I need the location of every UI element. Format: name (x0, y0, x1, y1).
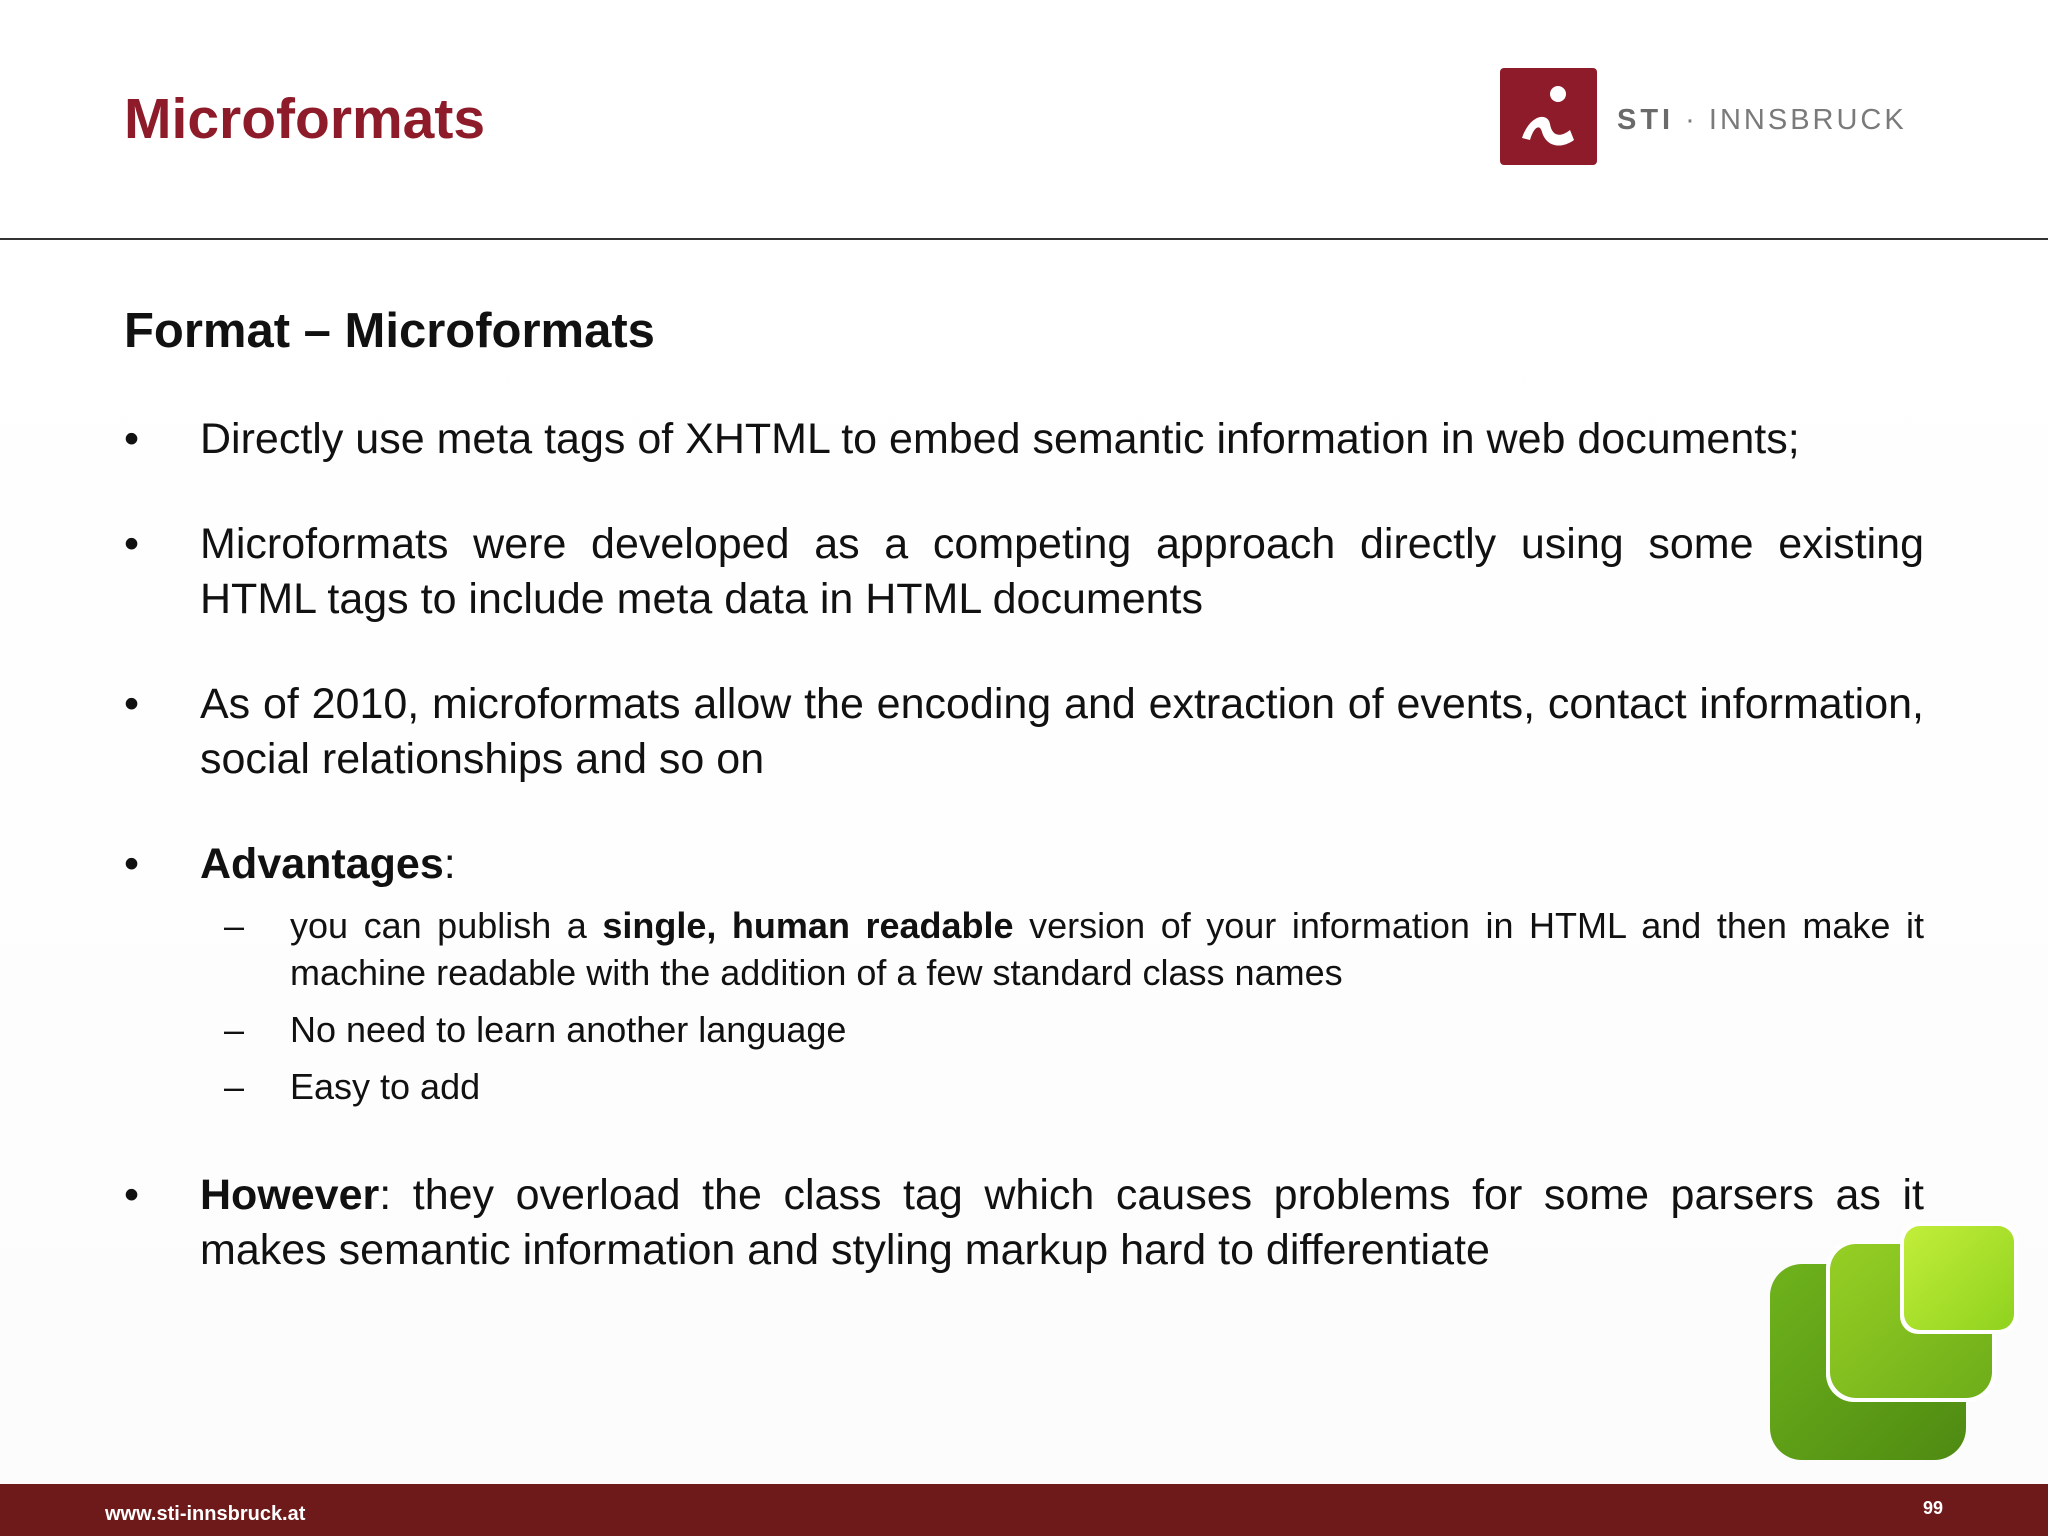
bullet-marker: • (124, 1171, 140, 1219)
advantages-label: Advantages (200, 840, 444, 888)
slide-title: Microformats (124, 87, 486, 151)
sub-bullet-item (124, 902, 1924, 996)
bullet-marker: • (124, 415, 140, 463)
bullet-marker: • (124, 840, 140, 888)
sub-text-pre: you can publish a (290, 905, 603, 946)
footer-bar (0, 1484, 2048, 1536)
however-label: However (200, 1171, 380, 1219)
footer-url: www.sti-innsbruck.at (105, 1503, 306, 1525)
sub-text: No need to learn another language (290, 1009, 847, 1050)
sti-logo-icon (1500, 68, 1597, 165)
logo-rest: INNSBRUCK (1708, 103, 1907, 136)
sub-bullet-item (124, 1063, 1924, 1110)
advantages-colon: : (443, 840, 456, 888)
slide-subtitle: Format – Microformats (124, 304, 655, 358)
bullet-item (124, 412, 1924, 467)
sub-bullet-item (124, 1006, 1924, 1053)
sub-text-post: version of your information in HTML and then make it machine readable with the addition of a few standard class names (290, 905, 1924, 993)
bullet-item-advantages (124, 837, 1924, 892)
sub-text-strong: single, human readable (602, 905, 1014, 946)
however-text: : they overload the class tag which causes problems for some parsers as it makes semantic information and styling markup hard to differentiate (200, 1171, 1924, 1274)
bullet-item (124, 677, 1924, 787)
logo-separator: · (1674, 103, 1709, 136)
dash-marker: – (224, 1066, 245, 1107)
bullet-text: Directly use meta tags of XHTML to embed semantic information in web documents; (200, 415, 1800, 463)
page-number: 99 (1922, 1498, 1943, 1518)
sub-text: Easy to add (290, 1066, 481, 1107)
bullet-marker: • (124, 680, 140, 728)
bullet-text: As of 2010, microformats allow the encoding and extraction of events, contact information, social relationships and so on (200, 680, 1924, 783)
sti-logo (1500, 67, 1907, 165)
dash-marker: – (224, 905, 245, 946)
bullet-marker: • (124, 520, 140, 568)
green-squares-icon (1768, 1222, 2018, 1462)
dash-marker: – (224, 1009, 245, 1050)
bullet-item-however (124, 1168, 1924, 1278)
slide-content (124, 412, 1924, 1278)
bullet-item (124, 517, 1924, 627)
logo-strong: STI (1617, 103, 1675, 136)
header-divider (0, 238, 2048, 240)
bullet-text: Microformats were developed as a competing approach directly using some existing HTML tags to include meta data in HTML documents (200, 520, 1924, 623)
logo-wordmark (1617, 104, 1907, 137)
